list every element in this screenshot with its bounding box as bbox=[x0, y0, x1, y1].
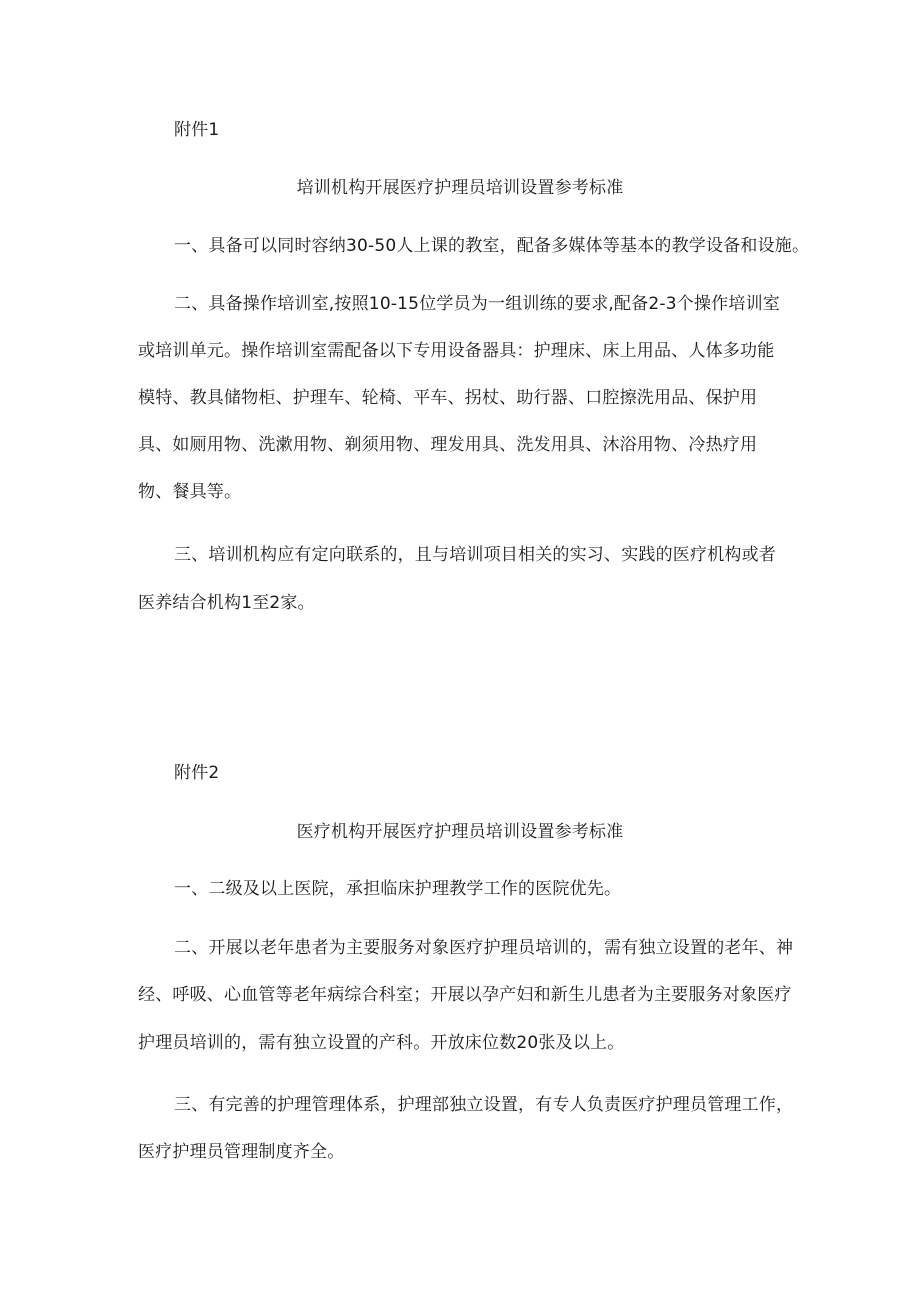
paragraph-line: 具、如厕用物、洗漱用物、剃须用物、理发用具、洗发用具、沐浴用物、冷热疗用 bbox=[138, 435, 758, 455]
paragraph-line: 模特、教具储物柜、护理车、轮椅、平车、拐杖、助行器、口腔擦洗用品、保护用 bbox=[138, 388, 758, 408]
attachment-1-label: 附件1 bbox=[174, 120, 220, 140]
paragraph-line: 二、具备操作培训室,按照10-15位学员为一组训练的要求,配备2-3个操作培训室 bbox=[174, 294, 780, 314]
attachment-2-label: 附件2 bbox=[174, 763, 220, 783]
paragraph-line: 护理员培训的，需有独立设置的产科。开放床位数20张及以上。 bbox=[138, 1033, 625, 1053]
paragraph-line: 医养结合机构1至2家。 bbox=[138, 593, 315, 613]
paragraph-line: 医疗护理员管理制度齐全。 bbox=[138, 1142, 345, 1162]
paragraph-line: 三、有完善的护理管理体系，护理部独立设置，有专人负责医疗护理员管理工作， bbox=[174, 1095, 794, 1115]
paragraph-line: 经、呼吸、心血管等老年病综合科室；开展以孕产妇和新生儿患者为主要服务对象医疗 bbox=[138, 985, 792, 1005]
paragraph-line: 一、二级及以上医院，承担临床护理教学工作的医院优先。 bbox=[174, 879, 622, 899]
attachment-1-title: 培训机构开展医疗护理员培训设置参考标准 bbox=[296, 178, 624, 198]
paragraph-line: 三、培训机构应有定向联系的，且与培训项目相关的实习、实践的医疗机构或者 bbox=[174, 545, 776, 565]
paragraph-line: 或培训单元。操作培训室需配备以下专用设备器具：护理床、床上用品、人体多功能 bbox=[138, 341, 775, 361]
attachment-2-title: 医疗机构开展医疗护理员培训设置参考标准 bbox=[296, 822, 624, 842]
paragraph-line: 物、餐具等。 bbox=[138, 482, 242, 502]
paragraph-line: 一、具备可以同时容纳30-50人上课的教室，配备多媒体等基本的教学设备和设施。 bbox=[174, 236, 810, 256]
paragraph-line: 二、开展以老年患者为主要服务对象医疗护理员培训的，需有独立设置的老年、神 bbox=[174, 938, 794, 958]
